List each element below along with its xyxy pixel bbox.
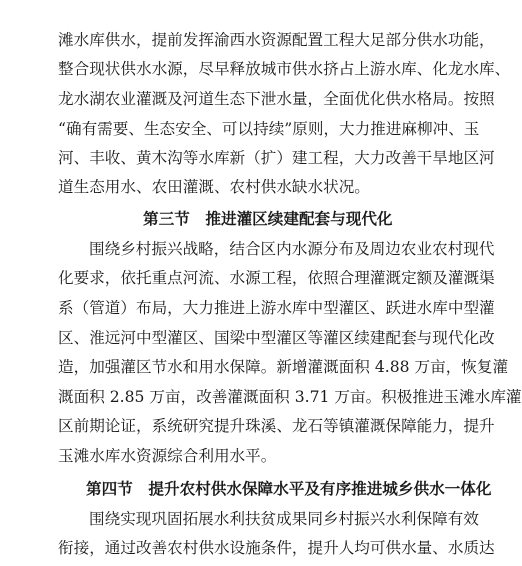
paragraph-line: 系（管道）布局，大力推进上游水库中型灌区、跃进水库中型灌 <box>58 299 495 317</box>
paragraph-line: 化要求，依托重点河流、水源工程，依照合理灌溉定额及灌溉渠 <box>58 269 495 287</box>
paragraph-line: 衔接，通过改善农村供水设施条件，提升人均可供水量、水质达 <box>58 539 495 557</box>
paragraph-line: 整合现状供水水源，尽早释放城市供水挤占上游水库、化龙水库、 <box>58 60 511 78</box>
paragraph-line: 区前期论证，系统研究提升珠溪、龙石等镇灌溉保障能力，提升 <box>58 417 495 435</box>
paragraph-line: 围绕实现巩固拓展水利扶贫成果同乡村振兴水利保障有效 <box>89 510 479 528</box>
paragraph-line: 围绕乡村振兴战略，结合区内水源分布及周边农业农村现代 <box>89 240 495 258</box>
paragraph-line: 玉滩水库水资源综合利用水平。 <box>58 447 277 465</box>
paragraph-line: 造，加强灌区节水和用水保障。新增灌溉面积 4.88 万亩，恢复灌 <box>58 358 509 376</box>
paragraph-line: 河、丰收、黄木沟等水库新（扩）建工程，大力改善干旱地区河 <box>58 149 495 167</box>
paragraph-line: “确有需要、生态安全、可以持续”原则，大力推进麻柳冲、玉 <box>58 120 480 138</box>
section-heading: 第三节 推进灌区续建配套与现代化 <box>143 209 393 228</box>
paragraph-line: 区、淮远河中型灌区、国梁中型灌区等灌区续建配套与现代化改 <box>58 329 495 347</box>
paragraph-line: 龙水湖农业灌溉及河道生态下泄水量，全面优化供水格局。按照 <box>58 90 495 108</box>
section-heading: 第四节 提升农村供水保障水平及有序推进城乡供水一体化 <box>86 479 492 498</box>
paragraph-line: 溉面积 2.85 万亩，改善灌溉面积 3.71 万亩。积极推进玉滩水库灌 <box>58 388 522 406</box>
paragraph-line: 滩水库供水，提前发挥渝西水资源配置工程大足部分供水功能， <box>58 31 495 49</box>
paragraph-line: 道生态用水、农田灌溉、农村供水缺水状况。 <box>58 178 370 196</box>
